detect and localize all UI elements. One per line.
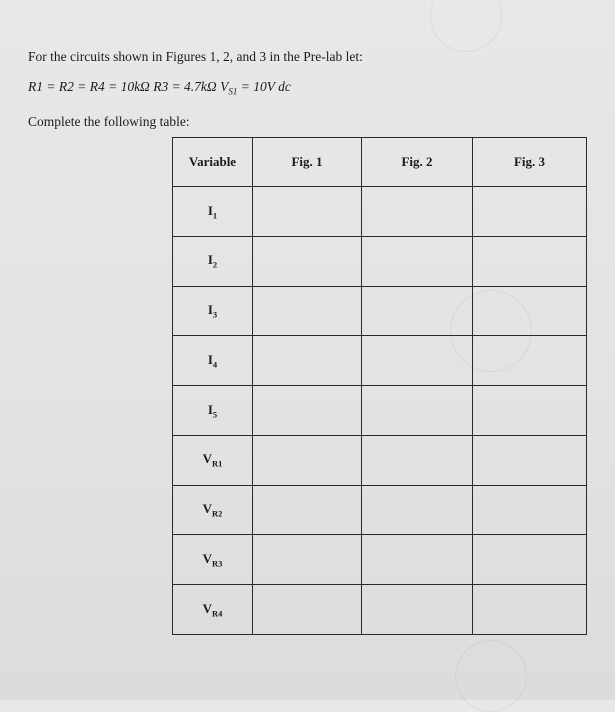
value-cell-fig-2[interactable] bbox=[362, 435, 473, 485]
variable-cell: $I_5$ bbox=[173, 386, 253, 436]
table-row bbox=[173, 535, 587, 585]
component-values bbox=[28, 72, 363, 107]
value-cell-fig-1[interactable] bbox=[253, 187, 362, 237]
header-fig-3: Fig. 3 bbox=[473, 138, 587, 187]
variable-cell: $I_3$ bbox=[173, 286, 253, 336]
header-fig-1: Fig. 1 bbox=[253, 138, 362, 187]
value-cell-fig-3[interactable] bbox=[473, 535, 587, 585]
table-row bbox=[173, 585, 587, 635]
variable-cell: $V_{R1}$ bbox=[173, 435, 253, 485]
value-cell-fig-2[interactable] bbox=[362, 386, 473, 436]
value-cell-fig-2[interactable] bbox=[362, 585, 473, 635]
value-cell-fig-3[interactable] bbox=[473, 485, 587, 535]
variable-cell: $I_2$ bbox=[173, 236, 253, 286]
value-cell-fig-1[interactable] bbox=[253, 585, 362, 635]
table-row bbox=[173, 286, 587, 336]
value-cell-fig-1[interactable] bbox=[253, 386, 362, 436]
table-row bbox=[173, 236, 587, 286]
complete-table-text: Complete the following table: bbox=[28, 113, 190, 129]
table-row bbox=[173, 485, 587, 535]
value-cell-fig-1[interactable] bbox=[253, 336, 362, 386]
prelab-header bbox=[28, 42, 363, 137]
value-cell-fig-2[interactable] bbox=[362, 187, 473, 237]
value-cell-fig-2[interactable] bbox=[362, 485, 473, 535]
value-cell-fig-1[interactable] bbox=[253, 535, 362, 585]
vs1-value: = 10V dc bbox=[237, 79, 291, 94]
variable-cell: $V_{R4}$ bbox=[173, 585, 253, 635]
value-cell-fig-3[interactable] bbox=[473, 585, 587, 635]
table-row bbox=[173, 187, 587, 237]
value-cell-fig-1[interactable] bbox=[253, 236, 362, 286]
table-row bbox=[173, 386, 587, 436]
header-variable: Variable bbox=[173, 138, 253, 187]
table-header-row bbox=[173, 138, 587, 187]
variable-cell: $V_{R3}$ bbox=[173, 535, 253, 585]
value-cell-fig-1[interactable] bbox=[253, 286, 362, 336]
value-cell-fig-2[interactable] bbox=[362, 336, 473, 386]
table-row bbox=[173, 435, 587, 485]
value-cell-fig-3[interactable] bbox=[473, 336, 587, 386]
value-cell-fig-1[interactable] bbox=[253, 485, 362, 535]
value-cell-fig-2[interactable] bbox=[362, 535, 473, 585]
vs1-label: $V_{S1}$ bbox=[220, 79, 238, 97]
table-row bbox=[173, 336, 587, 386]
variable-cell: $I_4$ bbox=[173, 336, 253, 386]
bleed-through-shape bbox=[455, 640, 527, 712]
results-table bbox=[172, 137, 587, 635]
instruction-text: For the circuits shown in Figures 1, 2, and 3 in the Pre-lab let: bbox=[28, 49, 363, 64]
bleed-through-shape bbox=[430, 0, 502, 52]
value-cell-fig-3[interactable] bbox=[473, 386, 587, 436]
value-cell-fig-2[interactable] bbox=[362, 236, 473, 286]
value-cell-fig-3[interactable] bbox=[473, 236, 587, 286]
header-fig-2: Fig. 2 bbox=[362, 138, 473, 187]
value-cell-fig-1[interactable] bbox=[253, 435, 362, 485]
r3-value: R3 = 4.7kΩ bbox=[153, 79, 217, 94]
variable-cell: $I_1$ bbox=[173, 187, 253, 237]
variable-cell: $V_{R2}$ bbox=[173, 485, 253, 535]
value-cell-fig-3[interactable] bbox=[473, 286, 587, 336]
resistor-equal-values: R1 = R2 = R4 = 10kΩ bbox=[28, 79, 150, 94]
value-cell-fig-3[interactable] bbox=[473, 187, 587, 237]
value-cell-fig-3[interactable] bbox=[473, 435, 587, 485]
value-cell-fig-2[interactable] bbox=[362, 286, 473, 336]
